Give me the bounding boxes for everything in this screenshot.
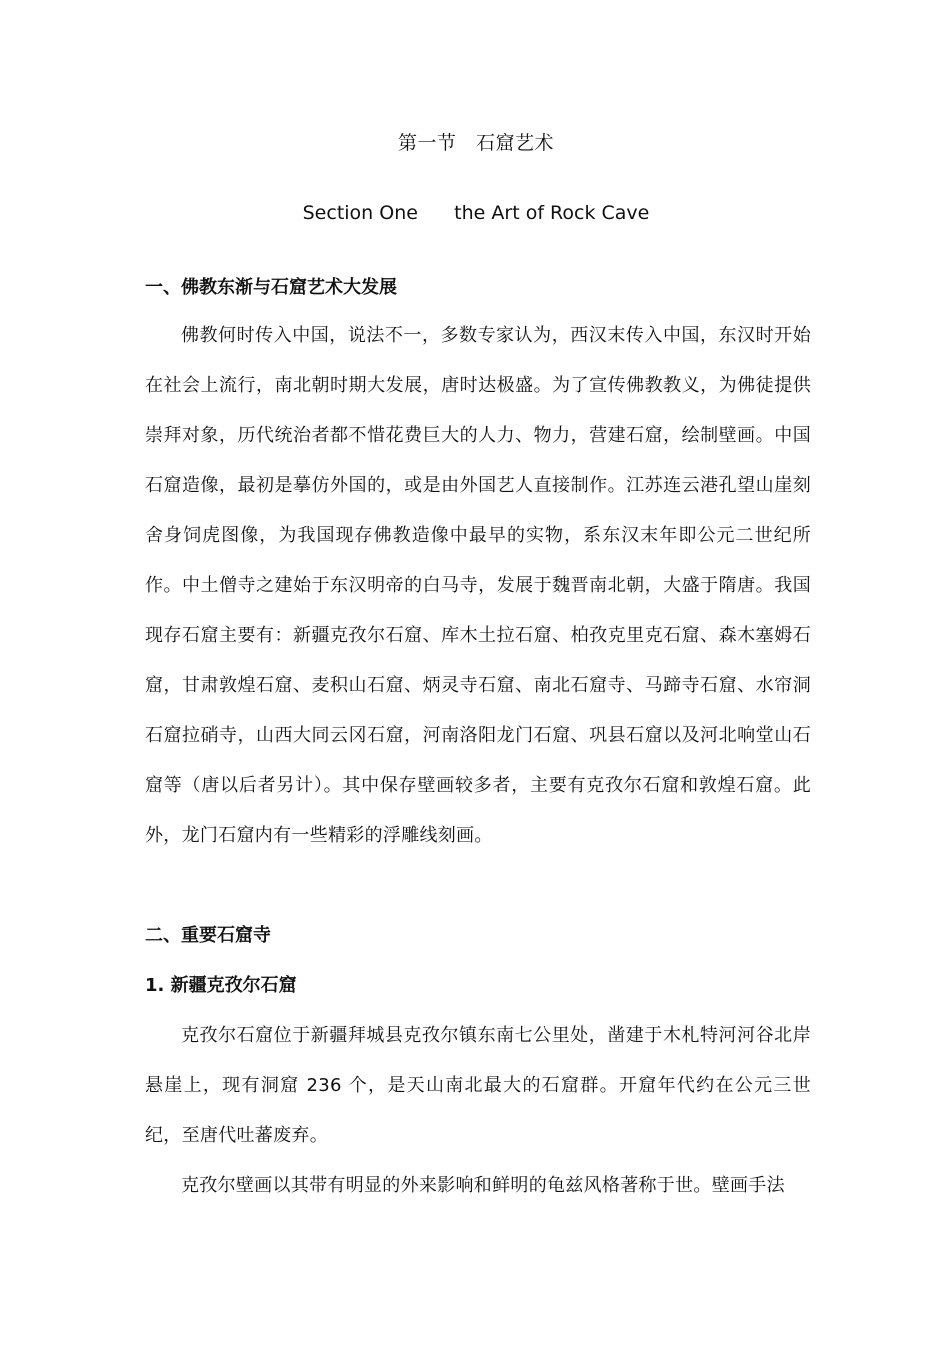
kizil-paragraph-1: 克孜尔石窟位于新疆拜城县克孜尔镇东南七公里处，凿建于木札特河河谷北岸悬崖上，现有洞窟 236 个，是天山南北最大的石窟群。开窟年代约在公元三世纪，至唐代吐蕃废弃。	[145, 1025, 811, 1146]
chapter-title-en: Section One the Art of Rock Cave	[302, 202, 650, 224]
section-heading-2: 二、重要石窟寺	[145, 925, 271, 946]
section-1-paragraph: 佛教何时传入中国，说法不一，多数专家认为，西汉末传入中国，东汉时开始在社会上流行，南北朝时期大发展，唐时达极盛。为了宣传佛教教义，为佛徒提供崇拜对象，历代统治者都不惜花费巨大的人力、物力，营建石窟，绘制壁画。中国石窟造像，最初是摹仿外国的，或是由外国艺人直接制作。江苏连云港孔望山崖刻舍身饲虎图像，为我国现存佛教造像中最早的实物，系东汉末年即公元二世纪所作。中土僧寺之建始于东汉明帝的白马寺，发展于魏晋南北朝，大盛于隋唐。我国现存石窟主要有：新疆克孜尔石窟、库木土拉石窟、柏孜克里克石窟、森木塞姆石窟，甘肃敦煌石窟、麦积山石窟、炳灵寺石窟、南北石窟寺、马蹄寺石窟、水帘洞石窟拉硝寺，山西大同云冈石窟，河南洛阳龙门石窟、巩县石窟以及河北响堂山石窟等（唐以后者另计）。其中保存壁画较多者，主要有克孜尔石窟和敦煌石窟。此外，龙门石窟内有一些精彩的浮雕线刻画。	[145, 325, 811, 846]
subsection-heading-kizil: 1. 新疆克孜尔石窟	[145, 975, 297, 996]
section-heading-1: 一、佛教东渐与石窟艺术大发展	[145, 277, 397, 298]
kizil-paragraph-2: 克孜尔壁画以其带有明显的外来影响和鲜明的龟兹风格著称于世。壁画手法	[181, 1175, 785, 1196]
chapter-title-cn: 第一节 石窟艺术	[397, 132, 554, 154]
